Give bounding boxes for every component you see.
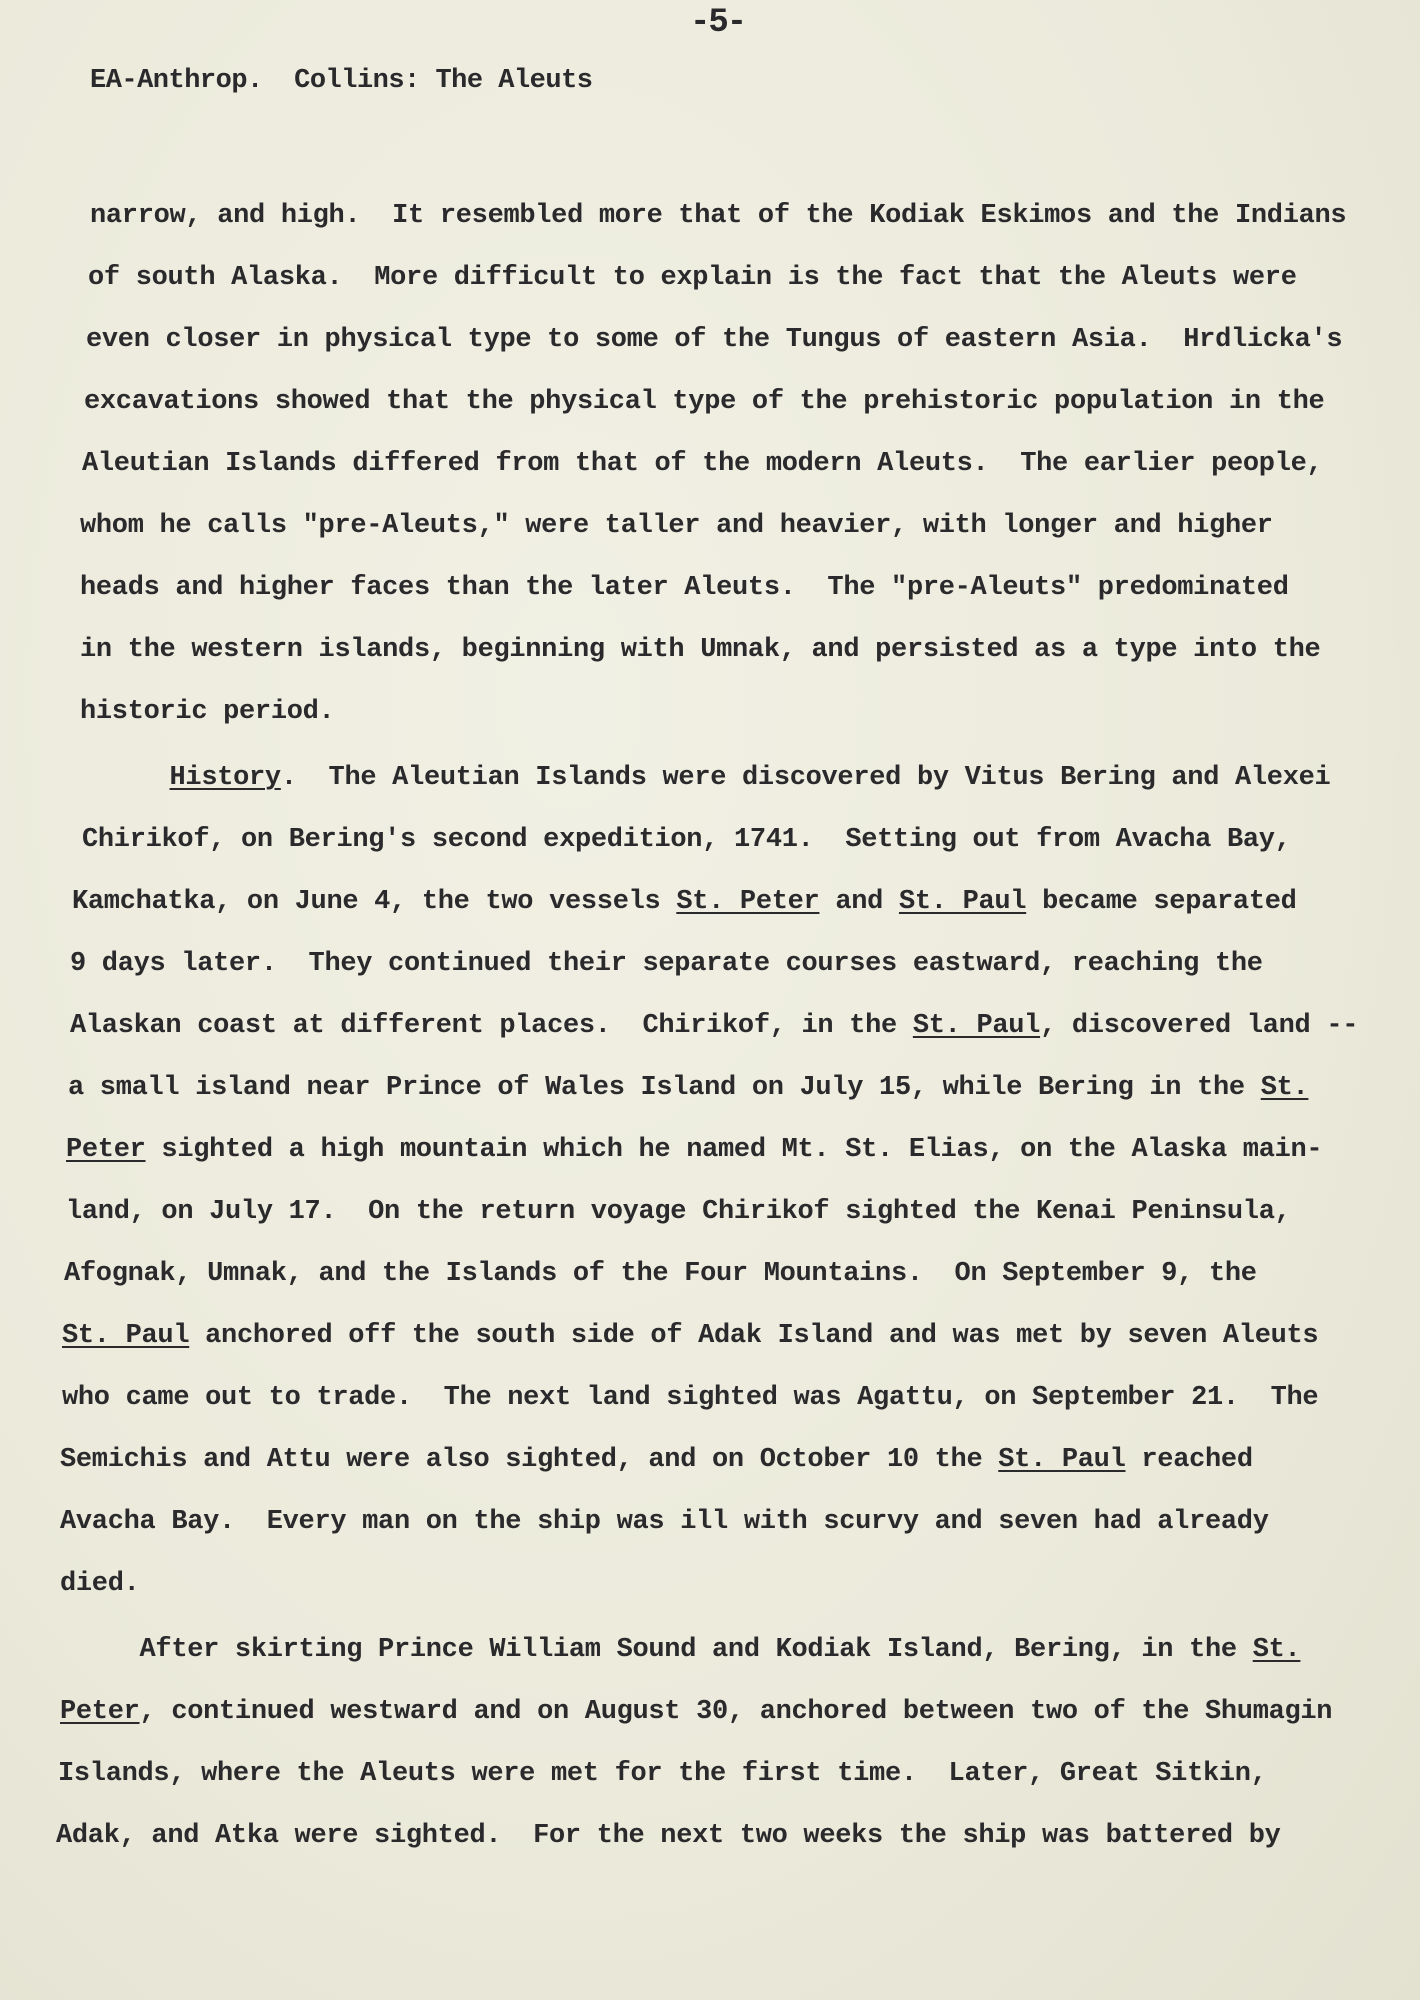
text-segment: 9 days later. They continued their separate courses eastward, reaching the bbox=[70, 949, 1263, 979]
text-segment: After skirting Prince William Sound and Kodiak Island, Bering, in the bbox=[60, 1635, 1253, 1665]
underlined-ship-or-heading: History bbox=[169, 763, 281, 793]
text-segment: a small island near Prince of Wales Island on July 15, while Bering in the bbox=[68, 1073, 1261, 1103]
text-segment: anchored off the south side of Adak Island and was met by seven Aleuts bbox=[189, 1321, 1319, 1351]
text-line bbox=[60, 1568, 140, 1600]
text-segment: sighted a high mountain which he named Mt. St. Elias, on the Alaska main- bbox=[145, 1135, 1323, 1165]
text-line bbox=[80, 696, 334, 728]
text-segment: and bbox=[819, 887, 899, 917]
text-line bbox=[82, 448, 1322, 480]
text-segment: Alaskan coast at different places. Chirikof, in the bbox=[70, 1011, 913, 1041]
text-segment: land, on July 17. On the return voyage Chirikof sighted the Kenai Peninsula, bbox=[66, 1197, 1291, 1227]
text-segment: Semichis and Attu were also sighted, and on October 10 the bbox=[60, 1445, 999, 1475]
text-line bbox=[60, 1444, 1253, 1476]
underlined-ship-or-heading: St. Paul bbox=[998, 1445, 1126, 1475]
text-line bbox=[84, 386, 1324, 418]
text-line bbox=[86, 324, 1342, 356]
text-line bbox=[60, 1696, 1332, 1728]
text-segment: historic period. bbox=[80, 697, 335, 727]
text-segment: heads and higher faces than the later Aleuts. The "pre-Aleuts" predominated bbox=[80, 573, 1289, 603]
text-line bbox=[66, 1196, 1291, 1228]
text-line bbox=[88, 262, 1297, 294]
text-segment: Adak, and Atka were sighted. For the next two weeks the ship was battered by bbox=[56, 1821, 1281, 1851]
text-segment: . The Aleutian Islands were discovered by Vitus Bering and Alexei bbox=[280, 763, 1331, 793]
text-line bbox=[68, 1072, 1308, 1104]
text-line bbox=[90, 762, 1330, 794]
text-segment: Chirikof, on Bering's second expedition, 1741. Setting out from Avacha Bay, bbox=[82, 825, 1291, 855]
underlined-ship-or-heading: St. bbox=[1260, 1073, 1309, 1103]
text-line bbox=[70, 1010, 1358, 1042]
text-line bbox=[56, 1820, 1281, 1852]
text-line bbox=[80, 510, 1273, 542]
text-line bbox=[66, 1134, 1322, 1166]
text-segment: narrow, and high. It resembled more that of the Kodiak Eskimos and the Indians bbox=[90, 201, 1347, 231]
text-line bbox=[62, 1320, 1318, 1352]
text-segment: excavations showed that the physical type of the prehistoric population in the bbox=[84, 387, 1325, 417]
underlined-ship-or-heading: St. Paul bbox=[912, 1011, 1041, 1041]
underlined-ship-or-heading: St. bbox=[1252, 1635, 1301, 1665]
text-line bbox=[60, 1506, 1269, 1538]
underlined-ship-or-heading: St. Peter bbox=[676, 887, 820, 917]
text-segment: even closer in physical type to some of the Tungus of eastern Asia. Hrdlicka's bbox=[86, 325, 1343, 355]
text-segment: in the western islands, beginning with Umnak, and persisted as a type into the bbox=[80, 635, 1321, 665]
underlined-ship-or-heading: Peter bbox=[66, 1135, 146, 1165]
text-line bbox=[80, 572, 1289, 604]
text-line bbox=[64, 1258, 1257, 1290]
text-line bbox=[58, 1758, 1267, 1790]
underlined-ship-or-heading: St. Paul bbox=[898, 887, 1027, 917]
text-segment: Afognak, Umnak, and the Islands of the Four Mountains. On September 9, the bbox=[64, 1259, 1257, 1289]
underlined-ship-or-heading: Peter bbox=[60, 1697, 140, 1727]
text-segment: Kamchatka, on June 4, the two vessels bbox=[72, 887, 677, 917]
text-segment: Aleutian Islands differed from that of the modern Aleuts. The earlier people, bbox=[82, 449, 1323, 479]
running-head: EA-Anthrop. Collins: The Aleuts bbox=[90, 66, 593, 96]
text-line bbox=[70, 948, 1263, 980]
text-segment bbox=[90, 763, 170, 793]
text-segment: Islands, where the Aleuts were met for the first time. Later, Great Sitkin, bbox=[58, 1759, 1267, 1789]
text-segment: of south Alaska. More difficult to explain is the fact that the Aleuts were bbox=[88, 263, 1297, 293]
text-line bbox=[72, 886, 1297, 918]
page-number: -5- bbox=[690, 4, 746, 42]
text-segment: died. bbox=[60, 1569, 140, 1599]
text-line bbox=[62, 1382, 1318, 1414]
text-segment: became separated bbox=[1026, 887, 1297, 917]
text-line bbox=[60, 1634, 1300, 1666]
text-segment: who came out to trade. The next land sighted was Agattu, on September 21. The bbox=[62, 1383, 1319, 1413]
text-line bbox=[90, 200, 1346, 232]
text-line bbox=[82, 824, 1291, 856]
text-segment: whom he calls "pre-Aleuts," were taller and heavier, with longer and higher bbox=[80, 511, 1273, 541]
underlined-ship-or-heading: St. Paul bbox=[62, 1321, 190, 1351]
text-segment: , discovered land -- bbox=[1040, 1011, 1359, 1041]
text-segment: Avacha Bay. Every man on the ship was ill with scurvy and seven had already bbox=[60, 1507, 1269, 1537]
text-segment: reached bbox=[1125, 1445, 1253, 1475]
text-segment: , continued westward and on August 30, anchored between two of the Shumagin bbox=[139, 1697, 1333, 1727]
text-line bbox=[80, 634, 1320, 666]
